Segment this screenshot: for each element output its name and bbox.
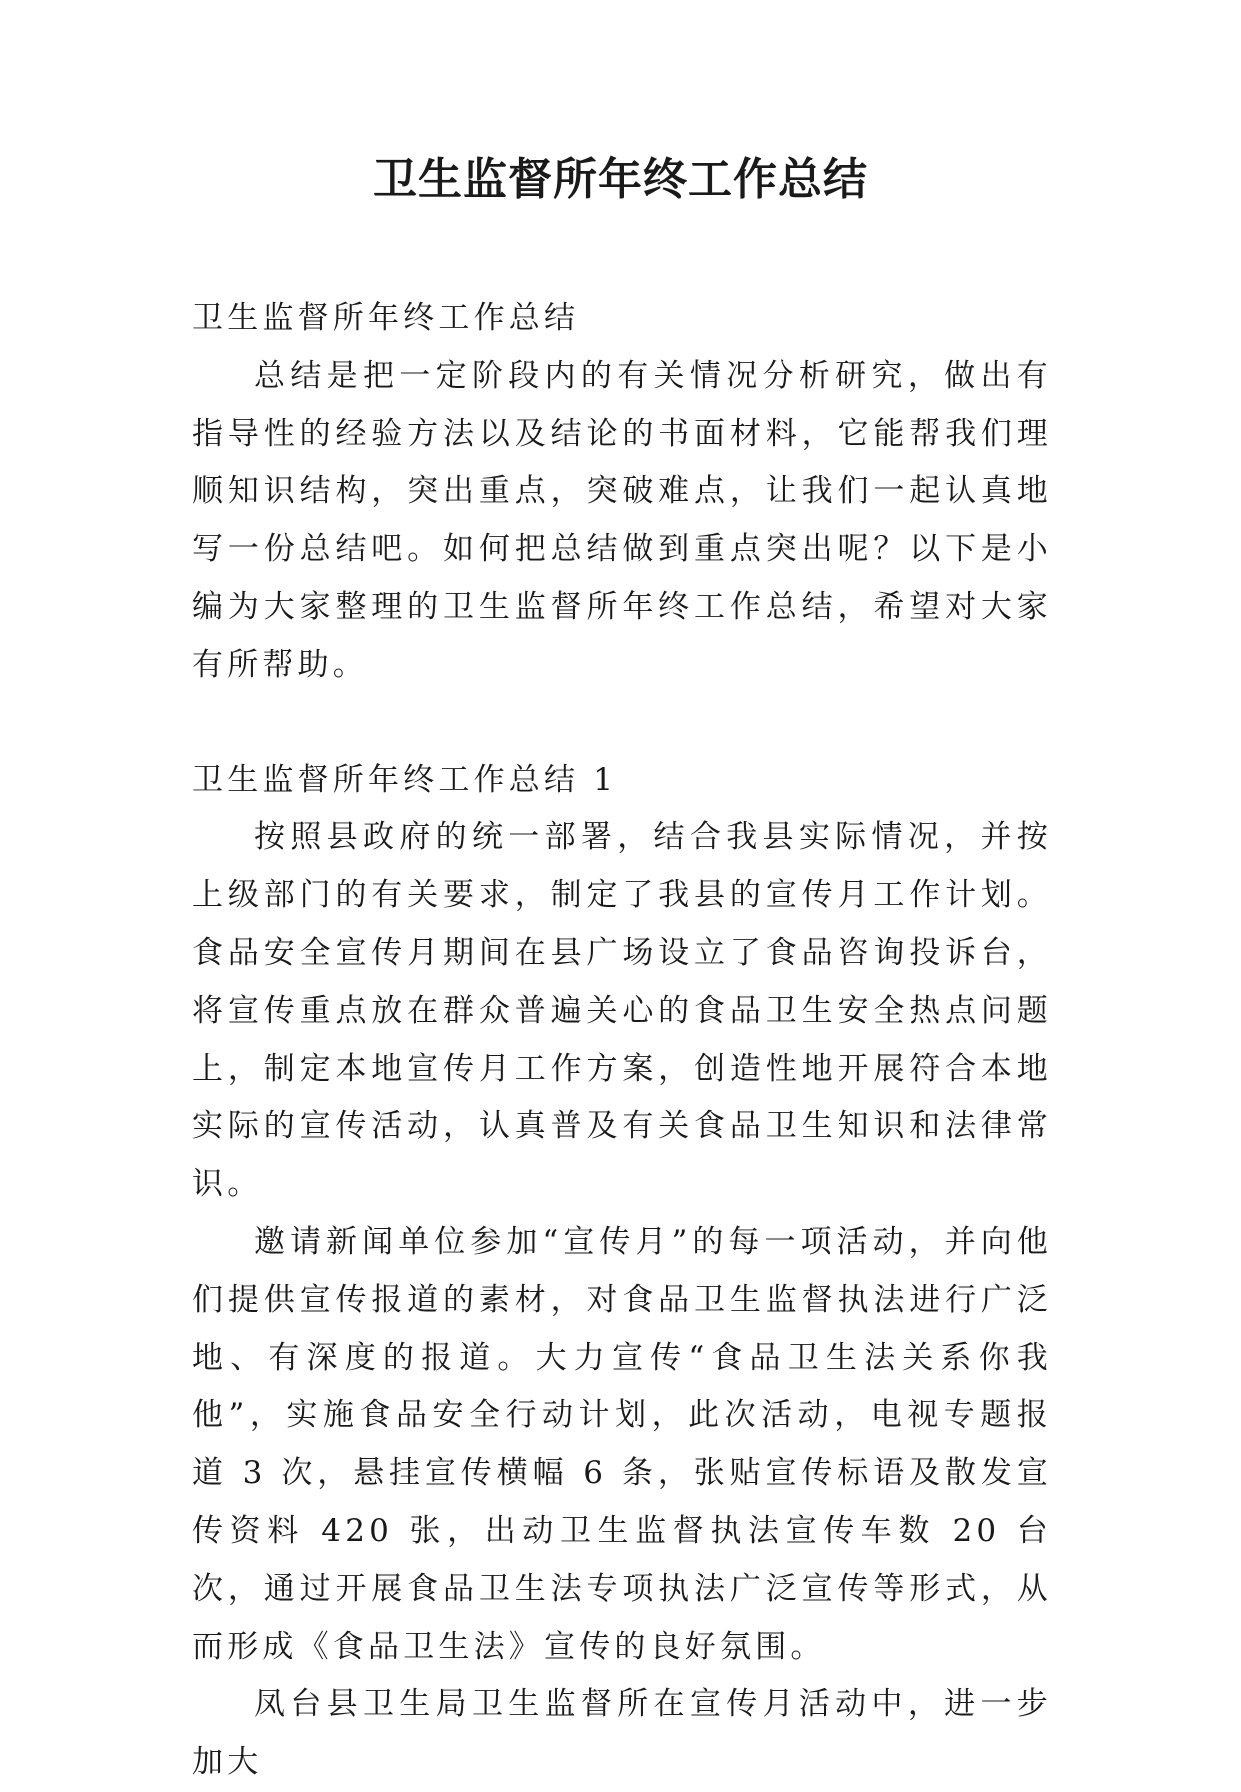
section-paragraph: 邀请新闻单位参加“宣传月”的每一项活动，并向他们提供宣传报道的素材，对食品卫生监督执法进行广泛地、有深度的报道。大力宣传“食品卫生法关系你我他”，实施食品安全行动计划，此次活动，电视专题报道 3 次，悬挂宣传横幅 6 条，张贴宣传标语及散发宣传资料 420 张，出动卫生监督执法宣传车数 20 台次，通过开展食品卫生法专项执法广泛宣传等形式，从而形成《食品卫生法》宣传的良好氛围。 [192,1223,1052,1665]
document-title: 卫生监督所年终工作总结 [373,154,868,205]
section-heading: 卫生监督所年终工作总结 1 [192,761,618,798]
section-paragraph: 凤台县卫生局卫生监督所在宣传月活动中，进一步加大 [192,1686,1052,1781]
intro-paragraph: 总结是把一定阶段内的有关情况分析研究，做出有指导性的经验方法以及结论的书面材料，它能帮我们理顺知识结构，突出重点，突破难点，让我们一起认真地写一份总结吧。如何把总结做到重点突出呢？以下是小编为大家整理的卫生监督所年终工作总结，希望对大家有所帮助。 [192,357,1052,683]
section-paragraph: 按照县政府的统一部署，结合我县实际情况，并按上级部门的有关要求，制定了我县的宣传月工作计划。食品安全宣传月期间在县广场设立了食品咨询投诉台，将宣传重点放在群众普遍关心的食品卫生安全热点问题上，制定本地宣传月工作方案，创造性地开展符合本地实际的宣传活动，认真普及有关食品卫生知识和法律常识。 [192,819,1052,1203]
section-spacer [192,695,1052,752]
document-body [192,290,1052,1792]
intro-heading: 卫生监督所年终工作总结 [192,300,580,336]
